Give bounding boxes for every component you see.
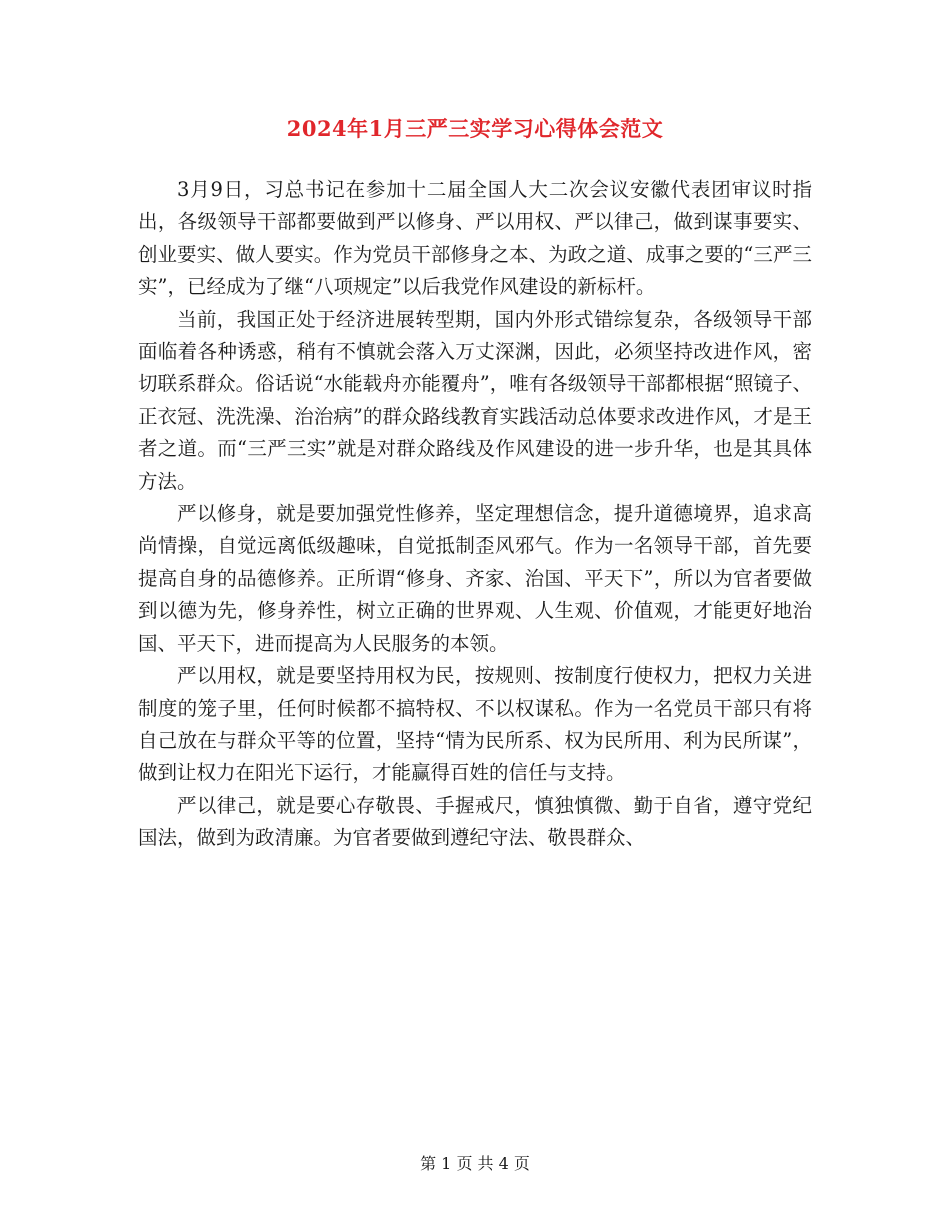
paragraph: 当前，我国正处于经济进展转型期，国内外形式错综复杂，各级领导干部面临着各种诱惑，稍有不慎就会落入万丈深渊，因此，必须坚持改进作风，密切联系群众。俗话说“水能载舟亦能覆舟”，唯有各级领导干部都根据“照镜子、正衣冠、洗洗澡、治治病”的群众路线教育实践活动总体要求改进作风，才是王者之道。而“三严三实”就是对群众路线及作风建设的进一步升华，也是其具体方法。 bbox=[138, 307, 812, 493]
document-title: 2024年1月三严三实学习心得体会范文 bbox=[286, 116, 664, 141]
paragraph: 严以律己，就是要心存敬畏、手握戒尺，慎独慎微、勤于自省，遵守党纪国法，做到为政清廉。为官者要做到遵纪守法、敬畏群众、 bbox=[138, 793, 812, 850]
document-body bbox=[138, 174, 812, 855]
paragraph: 严以用权，就是要坚持用权为民，按规则、按制度行使权力，把权力关进制度的笼子里，任何时候都不搞特权、不以权谋私。作为一名党员干部只有将自己放在与群众平等的位置，坚持“情为民所系、权为民所用、利为民所谋”，做到让权力在阳光下运行，才能赢得百姓的信任与支持。 bbox=[138, 664, 812, 785]
page-footer: 第 1 页 共 4 页 bbox=[420, 1154, 530, 1173]
paragraph: 严以修身，就是要加强党性修养，坚定理想信念，提升道德境界，追求高尚情操，自觉远离低级趣味，自觉抵制歪风邪气。作为一名领导干部，首先要提高自身的品德修养。正所谓“修身、齐家、治国、平天下”，所以为官者要做到以德为先，修身养性，树立正确的世界观、人生观、价值观，才能更好地治国、平天下，进而提高为人民服务的本领。 bbox=[138, 502, 812, 655]
paragraph: 3月9日，习总书记在参加十二届全国人大二次会议安徽代表团审议时指出，各级领导干部都要做到严以修身、严以用权、严以律己，做到谋事要实、创业要实、做人要实。作为党员干部修身之本、为政之道、成事之要的“三严三实”，已经成为了继“八项规定”以后我党作风建设的新标杆。 bbox=[138, 178, 812, 299]
